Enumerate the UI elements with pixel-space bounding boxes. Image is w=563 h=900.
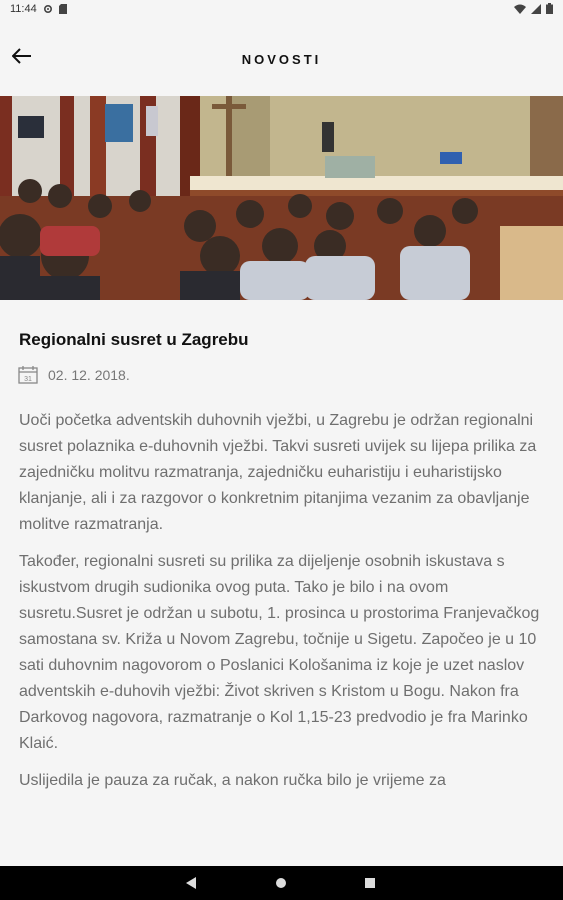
article-content <box>0 300 563 866</box>
article-title: Regionalni susret u Zagrebu <box>19 330 249 349</box>
article-date-row <box>18 366 130 384</box>
app-bar <box>0 20 563 96</box>
wifi-icon <box>514 4 526 14</box>
settings-icon <box>43 4 53 14</box>
navigation-bar <box>0 866 563 900</box>
signal-icon <box>531 4 541 14</box>
page-title: NOVOSTI <box>241 52 322 67</box>
calendar-icon <box>18 366 38 384</box>
status-left <box>10 3 67 15</box>
article-date: 02. 12. 2018. <box>48 367 130 383</box>
article-image <box>0 96 563 300</box>
home-nav-icon[interactable] <box>275 877 287 889</box>
article-paragraph: Također, regionalni susreti su prilika za dijeljenje osobnih iskustava s iskustvom drugih sudionika ovog puta. Tako je bilo i na ovom susretu.Susret je održan u subotu, 1. prosinca u prostorima Franjevačkog samostana sv. Križa u Novom Zagrebu, točnije u Sigetu. Započeo je u 10 sati duhovnim nagovorom o Poslanici Kološanima iz koje je uzet naslov adventskih e-duhovih vježbi: Život skriven s Kristom u Bogu. Nakon fra Darkovog nagovora, razmatranje o Kol 1,15-23 predvodio je fra Marinko Klaić. <box>19 553 540 752</box>
battery-icon <box>546 3 553 14</box>
article-paragraph: Uoči početka adventskih duhovnih vježbi, u Zagrebu je održan regionalni susret polaznika e-duhovnih vježbi. Takvi susreti uvijek su lijepa prilika za zajedničku molitvu razmatranja, zajedničku euharistiju i euharistijsko klanjanje, ali i za razgovor o konkretnim pitanjima vezanim za obavljanje molitve razmatranja. <box>19 412 537 533</box>
svg-text:31: 31 <box>24 376 32 383</box>
recents-nav-icon[interactable] <box>365 878 375 888</box>
article-paragraph: Uslijedila je pauza za ručak, a nakon ručka bilo je vrijeme za <box>19 772 446 789</box>
sd-card-icon <box>59 4 67 14</box>
back-nav-icon[interactable] <box>185 876 197 890</box>
status-time: 11:44 <box>10 3 37 15</box>
status-right <box>514 3 553 14</box>
article-body <box>19 408 551 805</box>
status-bar <box>0 0 563 20</box>
